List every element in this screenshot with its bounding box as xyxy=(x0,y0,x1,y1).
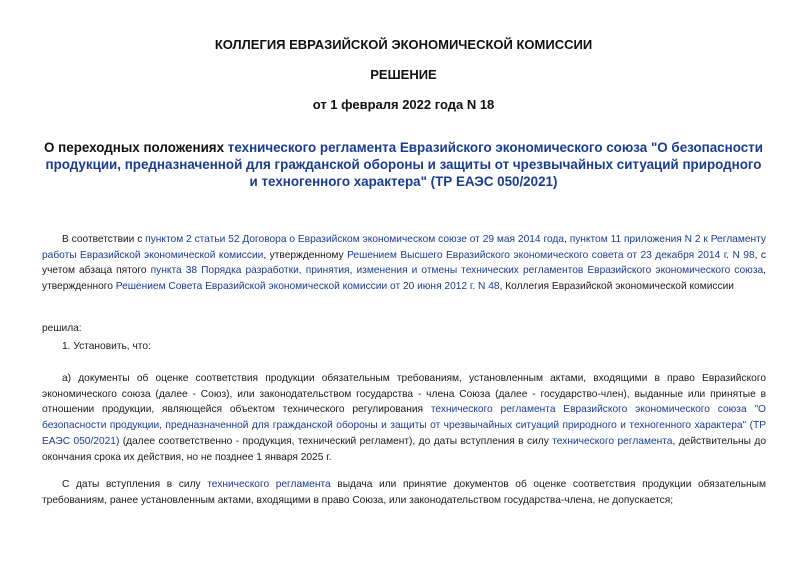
item-1-label: 1. Установить, что: xyxy=(62,341,151,352)
decided-label: решила: xyxy=(42,323,82,334)
preamble-text: , Коллегия Евразийской экономической комиссии xyxy=(499,281,734,293)
decision-title xyxy=(40,139,767,190)
date-number-heading: от 1 февраля 2022 года N 18 xyxy=(312,97,495,112)
treaty-article-link[interactable]: пунктом 2 статьи 52 Договора о Евразийском экономическом союзе от 29 мая 2014 года xyxy=(145,234,564,245)
rules-of-procedure-link[interactable]: пунктом 11 приложения N 2 к Регламенту работы Евразийской экономической комиссии xyxy=(42,234,766,261)
preamble-text: , xyxy=(564,234,570,245)
paragraph-b-text: выдача или принятие документов об оценке соответствия продукции обязательным требованиям, ранее установленным актами, входящими в право Союза, или законодательством государства-члена, не допускается; xyxy=(42,479,767,506)
title-regulation-link[interactable]: технического регламента Евразийского экономического союза "О безопасности продукции, предназначенной для гражданской обороны и защиты от чрезвычайных ситуаций природного и техногенного характера" (ТР ЕАЭС 050/2021) xyxy=(45,140,763,189)
paragraph-a-regulation-link[interactable]: технического регламента Евразийского экономического союза "О безопасности продукции, предназначенной для гражданской обороны и защиты от чрезвычайных ситуаций природного и техногенного характера" (ТР ЕАЭС 050/2021) xyxy=(42,404,766,447)
paragraph-b xyxy=(42,477,766,508)
doc-type-heading: РЕШЕНИЕ xyxy=(370,67,437,82)
title-text: О переходных положениях xyxy=(44,140,228,155)
preamble-paragraph xyxy=(42,232,766,295)
paragraph-b-text: С даты вступления в силу xyxy=(62,479,208,490)
procedure-point-link[interactable]: пункта 38 Порядка разработки, принятия, изменения и отмены технических регламентов Евразийского экономического союза xyxy=(150,265,764,277)
preamble-text: , утвержденного xyxy=(42,265,767,293)
council-decision-link[interactable]: Решением Совета Евразийской экономической комиссии от 20 июня 2012 г. N 48 xyxy=(115,281,500,293)
paragraph-a-text: , действительны до окончания срока их действия, но не позднее 1 января 2025 г. xyxy=(42,435,766,463)
supreme-council-decision-link[interactable]: Решением Высшего Евразийского экономического совета от 23 декабря 2014 г. N 98 xyxy=(347,249,755,261)
paragraph-a-text: а) документы об оценке соответствия продукции обязательным требованиям, установленным актами, входящими в право Евразийского экономического союза (далее - Союз), или законодательством государства - члена Союза (далее - государство-член), выданные или принятые в отношении продукции, являющейся объектом технического регулирования xyxy=(42,373,766,416)
paragraph-a xyxy=(42,371,766,465)
preamble-text: , утвержденному xyxy=(263,249,348,261)
org-heading: КОЛЛЕГИЯ ЕВРАЗИЙСКОЙ ЭКОНОМИЧЕСКОЙ КОМИССИИ xyxy=(214,37,593,52)
preamble-text: В соответствии с xyxy=(62,234,146,245)
paragraph-b-regulation-link[interactable]: технического регламента xyxy=(207,479,331,490)
paragraph-a-regulation-short-link[interactable]: технического регламента xyxy=(552,435,673,447)
paragraph-a-text: (далее соответственно - продукция, технический регламент), до даты вступления в силу xyxy=(119,435,553,447)
preamble-text: , с учетом абзаца пятого xyxy=(42,249,766,277)
